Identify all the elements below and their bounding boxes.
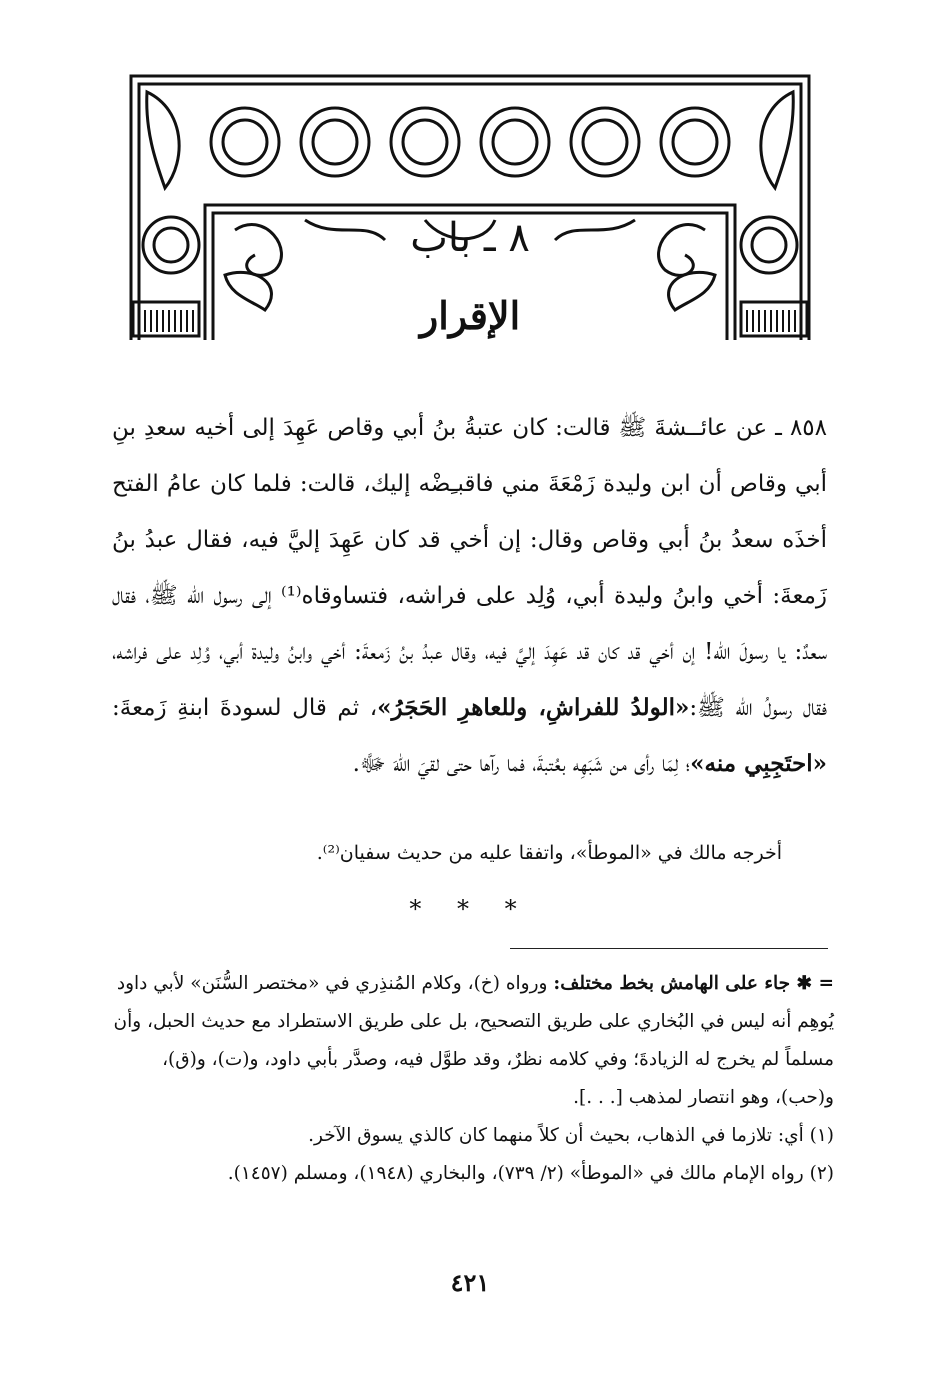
chapter-number: ٨ ـ باب [410,215,530,261]
prophet-quote-1: «الولدُ للفراشِ، وللعاهرِ الحَجَرُ» [377,694,690,721]
hadith-narration: ٨٥٨ ـ عن عائــشةَ ﷺ قالت: كان عتبةُ بنُ أبي وقاص عَهِدَ إلى أخيه سعدِ بنِ أبي وقاص أن ابن وليدة زَمْعَةَ مني فاقبـِضْه إليك، قالت: فلما كان عامُ الفتح أخذَه سعدُ بنُ أبي وقاص وقال: إن أخي قد كان عَهِدَ إليَّ فيه، فقال عبدُ بنُ زَمعةَ: أخي وابنُ وليدة أبي، وُلِد على فراشه، فتساوقاه⁽¹⁾ إلى رسول الله ﷺ، فقال سعدٌ: يا رسولَ الله! إن أخي قد كان قد عَهِدَ إليَّ فيه، وقال عبدُ بنُ زَمعةَ: أخي وابنُ وليدة أبي، وُلِد على فراشه، فقال رسولُ الله ﷺ: [112,415,828,721]
hadith-source: أخرجه مالك في «الموطأ»، واتفقا عليه من حديث سفيان⁽²⁾. [316,842,782,864]
hadith-ending: ؛ لِمَا رأى من شَبَهِه بعُتبةَ، فما رآها حتى لقيَ اللهَ ﷻ. [352,751,691,777]
footnote-divider [510,948,828,949]
hadith-text [112,400,827,792]
footnote-1: (١) أي: تلازما في الذهاب، بحيث أن كلاً منهما كان كالذي يسوق الآخر. [308,1125,834,1146]
footnote-2: (٢) رواه الإمام مالك في «الموطأ» (٢/ ٧٣٩)، والبخاري (١٩٤٨)، ومسلم (١٤٥٧). [227,1163,834,1184]
margin-note-label: = ✱ جاء على الهامش بخط مختلف: [553,973,834,994]
hadith-paragraph [112,400,827,792]
page-number: ٤٢١ [450,1268,490,1297]
hadith-middle: ، ثم قال لسودةَ ابنةِ زَمعةَ: [112,695,378,721]
chapter-title: الإقرار [419,293,521,338]
footnotes [112,965,834,1193]
section-separator: * * * [409,895,531,923]
margin-note-text: ورواه (خ)، وكلام المُنذِري في «مختصر السُّنَن» لأبي داود يُوهِم أنه ليس في البُخاري على طريق التصحيح، بل على طريق الاستطراد مع حديث الحبل، وأن مسلماً لم يخرج له الزيادةَ؛ وفي كلامه نظرٌ، وقد طوَّل فيه، وصدَّر بأبي داود، و(ت)، و(ق)، و(حب)، وهو انتصار لمذهب [. . .]. [113,973,834,1108]
prophet-quote-2: «احتَجِبِي منه» [690,750,827,777]
margin-note [112,965,834,1117]
